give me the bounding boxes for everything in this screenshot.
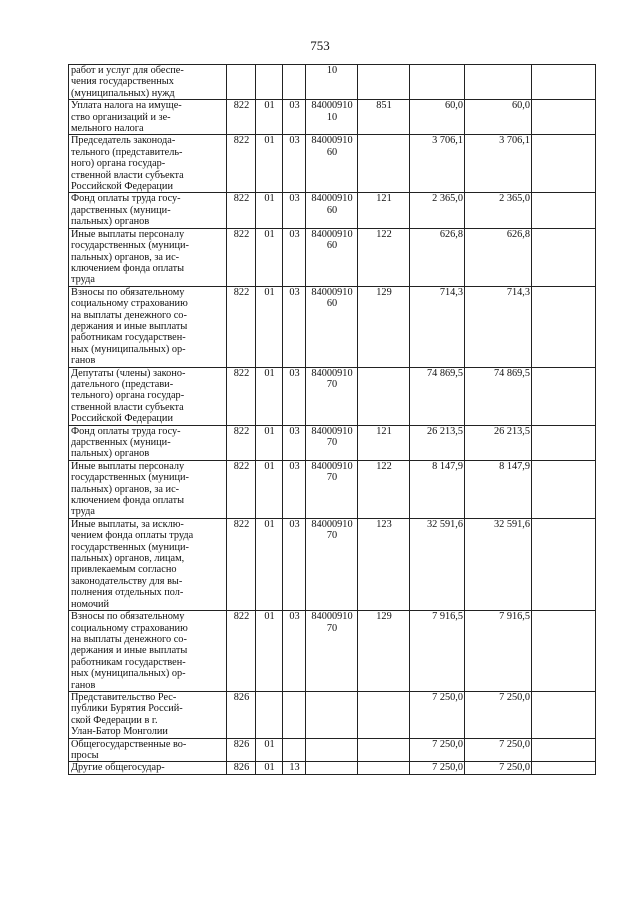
ved-cell: 822 <box>227 286 256 367</box>
sum-cell <box>410 65 465 100</box>
table-row <box>69 100 596 135</box>
csr-cell <box>306 286 358 367</box>
row-name-cell <box>69 611 227 692</box>
row-name-cell <box>69 518 227 610</box>
row-name-line: ных (муниципальных) ор- <box>71 668 186 680</box>
vr-cell <box>358 691 410 738</box>
row-name-cell <box>69 762 227 774</box>
pr-cell <box>283 738 306 762</box>
csr-cell <box>306 518 358 610</box>
rz-cell: 01 <box>256 518 283 610</box>
row-name-line: пальных) органов <box>71 216 150 228</box>
row-name-line: тельного) органа государ- <box>71 390 185 402</box>
sum-cell: 7 916,5 <box>410 611 465 692</box>
vr-cell: 123 <box>358 518 410 610</box>
row-name-line: чением фонда оплаты труда <box>71 530 194 542</box>
pr-cell: 03 <box>283 367 306 425</box>
sum-cell-2 <box>465 65 532 100</box>
csr-line: 84000910 <box>311 367 353 379</box>
row-name-line: на выплаты денежного со- <box>71 309 187 321</box>
row-name-line: ство организаций и зе- <box>71 111 171 123</box>
row-name-cell <box>69 460 227 518</box>
vr-cell: 851 <box>358 100 410 135</box>
sum-cell-2: 7 916,5 <box>465 611 532 692</box>
sum-cell: 7 250,0 <box>410 738 465 762</box>
csr-line: 70 <box>326 530 338 542</box>
row-name-line: ключением фонда оплаты <box>71 262 185 274</box>
row-name-line: Представительство Рес- <box>71 691 177 703</box>
empty-cell <box>532 135 596 193</box>
row-name-line: чения государственных <box>71 76 174 88</box>
csr-cell <box>306 193 358 228</box>
ved-cell: 822 <box>227 228 256 286</box>
row-name-line: социальному страхованию <box>71 622 188 634</box>
sum-cell: 7 250,0 <box>410 691 465 738</box>
row-name-line: законодательству для вы- <box>71 575 183 587</box>
csr-line: 70 <box>326 378 338 390</box>
row-name-line: труда <box>71 274 95 286</box>
csr-cell <box>306 691 358 738</box>
csr-cell <box>306 135 358 193</box>
empty-cell <box>532 286 596 367</box>
table-row <box>69 518 596 610</box>
row-name-line: пальных) органов <box>71 448 150 460</box>
row-name-line: ской Федерации в г. <box>71 714 158 726</box>
ved-cell: 822 <box>227 460 256 518</box>
sum-cell-2: 7 250,0 <box>465 738 532 762</box>
row-name-cell <box>69 425 227 460</box>
csr-line: 84000910 <box>311 286 353 298</box>
csr-cell <box>306 228 358 286</box>
csr-line: 60 <box>326 204 338 216</box>
row-name-line: публики Бурятия Россий- <box>71 703 183 715</box>
row-name-line: ственной власти субъекта <box>71 169 184 181</box>
row-name-line: Депутаты (члены) законо- <box>71 367 186 379</box>
pr-cell: 03 <box>283 135 306 193</box>
row-name-line: Иные выплаты персоналу <box>71 228 185 240</box>
csr-line: 84000910 <box>311 228 353 240</box>
row-name-line: привлекаемым согласно <box>71 564 177 576</box>
csr-line: 84000910 <box>311 100 353 112</box>
pr-cell: 03 <box>283 425 306 460</box>
row-name-line: ных (муниципальных) ор- <box>71 343 186 355</box>
csr-line: 84000910 <box>311 460 353 472</box>
vr-cell <box>358 135 410 193</box>
row-name-cell <box>69 135 227 193</box>
table-row <box>69 762 596 774</box>
row-name-line: государственных (муници- <box>71 541 189 553</box>
csr-line: 84000910 <box>311 611 353 623</box>
row-name-line: Взносы по обязательному <box>71 611 185 623</box>
vr-cell <box>358 762 410 774</box>
row-name-cell <box>69 65 227 100</box>
ved-cell <box>227 65 256 100</box>
row-name-line: пальных) органов, лицам, <box>71 553 185 565</box>
csr-cell <box>306 460 358 518</box>
rz-cell: 01 <box>256 228 283 286</box>
sum-cell-2: 8 147,9 <box>465 460 532 518</box>
pr-cell <box>283 691 306 738</box>
empty-cell <box>532 367 596 425</box>
row-name-line: Российской Федерации <box>71 181 173 193</box>
sum-cell-2: 60,0 <box>465 100 532 135</box>
csr-cell <box>306 762 358 774</box>
rz-cell: 01 <box>256 193 283 228</box>
row-name-line: ганов <box>71 679 96 691</box>
sum-cell: 626,8 <box>410 228 465 286</box>
sum-cell: 32 591,6 <box>410 518 465 610</box>
table-row <box>69 65 596 100</box>
rz-cell: 01 <box>256 100 283 135</box>
sum-cell: 8 147,9 <box>410 460 465 518</box>
sum-cell: 714,3 <box>410 286 465 367</box>
table-row <box>69 691 596 738</box>
vr-cell: 122 <box>358 460 410 518</box>
row-name-line: Уплата налога на имуще- <box>71 100 182 112</box>
row-name-line: ключением фонда оплаты <box>71 495 185 507</box>
sum-cell-2: 714,3 <box>465 286 532 367</box>
csr-line: 84000910 <box>311 193 353 205</box>
ved-cell: 822 <box>227 193 256 228</box>
ved-cell: 822 <box>227 611 256 692</box>
csr-line: 60 <box>326 146 338 158</box>
budget-table <box>68 64 596 775</box>
vr-cell <box>358 367 410 425</box>
vr-cell <box>358 65 410 100</box>
empty-cell <box>532 611 596 692</box>
csr-cell <box>306 100 358 135</box>
row-name-cell <box>69 367 227 425</box>
pr-cell: 13 <box>283 762 306 774</box>
empty-cell <box>532 518 596 610</box>
rz-cell <box>256 691 283 738</box>
csr-line: 70 <box>326 622 338 634</box>
row-name-line: Общегосударственные во- <box>71 738 187 750</box>
empty-cell <box>532 425 596 460</box>
row-name-line: пальных) органов, за ис- <box>71 251 180 263</box>
vr-cell: 129 <box>358 286 410 367</box>
empty-cell <box>532 762 596 774</box>
empty-cell <box>532 691 596 738</box>
row-name-line: Председатель законода- <box>71 135 176 147</box>
ved-cell: 822 <box>227 135 256 193</box>
vr-cell: 121 <box>358 425 410 460</box>
empty-cell <box>532 193 596 228</box>
row-name-line: работникам государствен- <box>71 332 186 344</box>
row-name-line: мельного налога <box>71 123 144 135</box>
row-name-line: полнения отдельных пол- <box>71 587 184 599</box>
rz-cell: 01 <box>256 762 283 774</box>
csr-line: 84000910 <box>311 425 353 437</box>
row-name-line: работникам государствен- <box>71 656 186 668</box>
table-row <box>69 286 596 367</box>
row-name-line: Другие общегосудар- <box>71 762 165 774</box>
row-name-line: Российской Федерации <box>71 413 173 425</box>
sum-cell: 7 250,0 <box>410 762 465 774</box>
budget-table-body <box>69 65 596 775</box>
pr-cell: 03 <box>283 460 306 518</box>
csr-line: 60 <box>326 240 338 252</box>
rz-cell: 01 <box>256 367 283 425</box>
pr-cell <box>283 65 306 100</box>
table-row <box>69 738 596 762</box>
row-name-line: ного) органа государ- <box>71 158 166 170</box>
pr-cell: 03 <box>283 100 306 135</box>
table-row <box>69 611 596 692</box>
ved-cell: 822 <box>227 100 256 135</box>
row-name-line: дарственных (муници- <box>71 204 171 216</box>
row-name-line: работ и услуг для обеспе- <box>71 65 184 76</box>
rz-cell: 01 <box>256 135 283 193</box>
sum-cell: 74 869,5 <box>410 367 465 425</box>
empty-cell <box>532 460 596 518</box>
csr-cell <box>306 367 358 425</box>
row-name-cell <box>69 738 227 762</box>
csr-line: 70 <box>326 437 338 448</box>
row-name-line: государственных (муници- <box>71 240 189 252</box>
csr-line: 10 <box>326 111 338 123</box>
sum-cell-2: 3 706,1 <box>465 135 532 193</box>
row-name-line: ганов <box>71 355 96 367</box>
row-name-line: Фонд оплаты труда госу- <box>71 425 181 437</box>
table-row <box>69 367 596 425</box>
rz-cell: 01 <box>256 460 283 518</box>
row-name-line: дательного (представи- <box>71 378 174 390</box>
table-row <box>69 425 596 460</box>
sum-cell: 60,0 <box>410 100 465 135</box>
csr-line: 60 <box>326 298 338 310</box>
pr-cell: 03 <box>283 193 306 228</box>
row-name-line: Иные выплаты, за исклю- <box>71 518 184 530</box>
sum-cell-2: 7 250,0 <box>465 762 532 774</box>
row-name-line: государственных (муници- <box>71 472 189 484</box>
row-name-line: ственной власти субъекта <box>71 401 184 413</box>
row-name-cell <box>69 228 227 286</box>
csr-line: 84000910 <box>311 135 353 147</box>
csr-cell <box>306 611 358 692</box>
ved-cell: 826 <box>227 762 256 774</box>
csr-line: 10 <box>326 65 338 76</box>
vr-cell: 122 <box>358 228 410 286</box>
empty-cell <box>532 228 596 286</box>
sum-cell-2: 626,8 <box>465 228 532 286</box>
row-name-line: просы <box>71 749 99 761</box>
ved-cell: 822 <box>227 518 256 610</box>
sum-cell: 3 706,1 <box>410 135 465 193</box>
vr-cell: 129 <box>358 611 410 692</box>
sum-cell: 2 365,0 <box>410 193 465 228</box>
sum-cell-2: 7 250,0 <box>465 691 532 738</box>
row-name-line: номочий <box>71 598 110 610</box>
empty-cell <box>532 65 596 100</box>
table-row <box>69 460 596 518</box>
vr-cell <box>358 738 410 762</box>
sum-cell-2: 2 365,0 <box>465 193 532 228</box>
pr-cell: 03 <box>283 518 306 610</box>
ved-cell: 822 <box>227 425 256 460</box>
row-name-cell <box>69 193 227 228</box>
empty-cell <box>532 738 596 762</box>
rz-cell: 01 <box>256 286 283 367</box>
row-name-line: (муниципальных) нужд <box>71 87 175 99</box>
row-name-line: держания и иные выплаты <box>71 645 188 657</box>
row-name-line: на выплаты денежного со- <box>71 633 187 645</box>
csr-cell <box>306 65 358 100</box>
rz-cell <box>256 65 283 100</box>
csr-cell <box>306 425 358 460</box>
table-row <box>69 135 596 193</box>
row-name-line: пальных) органов, за ис- <box>71 483 180 495</box>
csr-line: 84000910 <box>311 518 353 530</box>
ved-cell: 822 <box>227 367 256 425</box>
row-name-line: труда <box>71 506 95 518</box>
sum-cell-2: 32 591,6 <box>465 518 532 610</box>
vr-cell: 121 <box>358 193 410 228</box>
row-name-cell <box>69 691 227 738</box>
row-name-line: дарственных (муници- <box>71 437 171 448</box>
row-name-cell <box>69 286 227 367</box>
empty-cell <box>532 100 596 135</box>
row-name-line: Взносы по обязательному <box>71 286 185 298</box>
pr-cell: 03 <box>283 228 306 286</box>
sum-cell: 26 213,5 <box>410 425 465 460</box>
csr-cell <box>306 738 358 762</box>
table-row <box>69 193 596 228</box>
page-number: 753 <box>310 38 330 53</box>
row-name-line: Фонд оплаты труда госу- <box>71 193 181 205</box>
rz-cell: 01 <box>256 425 283 460</box>
sum-cell-2: 26 213,5 <box>465 425 532 460</box>
sum-cell-2: 74 869,5 <box>465 367 532 425</box>
ved-cell: 826 <box>227 691 256 738</box>
row-name-cell <box>69 100 227 135</box>
rz-cell: 01 <box>256 738 283 762</box>
pr-cell: 03 <box>283 286 306 367</box>
row-name-line: держания и иные выплаты <box>71 320 188 332</box>
ved-cell: 826 <box>227 738 256 762</box>
row-name-line: социальному страхованию <box>71 298 188 310</box>
table-row <box>69 228 596 286</box>
csr-line: 70 <box>326 472 338 484</box>
pr-cell: 03 <box>283 611 306 692</box>
row-name-line: Иные выплаты персоналу <box>71 460 185 472</box>
row-name-line: Улан-Батор Монголии <box>71 726 168 738</box>
rz-cell: 01 <box>256 611 283 692</box>
row-name-line: тельного (представитель- <box>71 146 183 158</box>
